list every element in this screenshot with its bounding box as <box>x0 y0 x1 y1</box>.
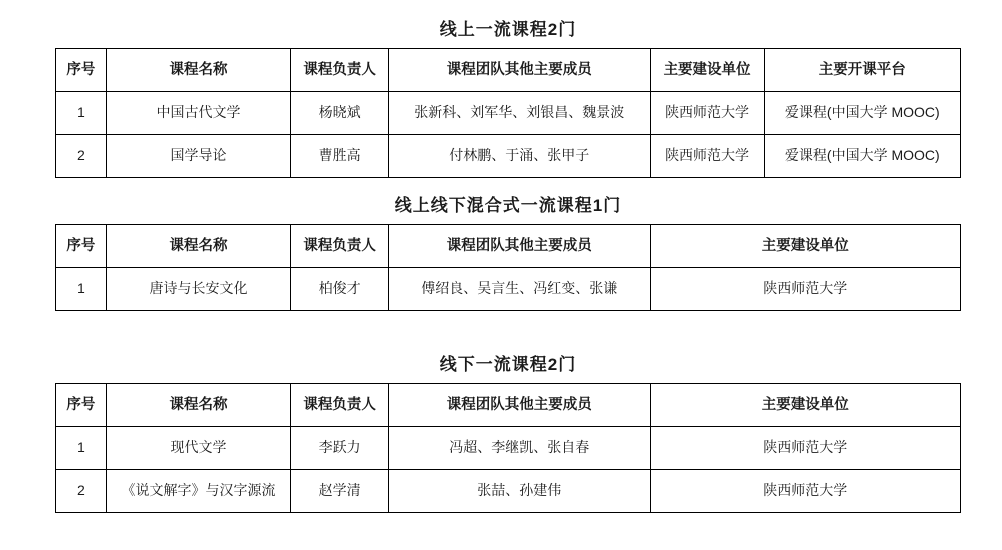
table-row <box>56 427 961 470</box>
section-online-courses <box>55 18 961 178</box>
column-header: 主要建设单位 <box>650 225 960 268</box>
table-cell: 赵学清 <box>291 470 389 513</box>
table-cell: 陕西师范大学 <box>650 268 960 311</box>
section-title: 线上一流课程2门 <box>439 20 577 39</box>
table-cell: 爱课程(中国大学 MOOC) <box>764 92 960 135</box>
table-row <box>56 135 961 178</box>
section-offline-courses <box>55 353 961 513</box>
table-cell: 国学导论 <box>106 135 291 178</box>
column-header: 课程负责人 <box>291 225 389 268</box>
table-cell: 付林鹏、于涌、张甲子 <box>389 135 651 178</box>
table-cell: 陕西师范大学 <box>650 92 764 135</box>
column-header: 课程负责人 <box>291 384 389 427</box>
table-cell: 2 <box>56 135 107 178</box>
column-header: 课程负责人 <box>291 49 389 92</box>
table-cell: 现代文学 <box>106 427 291 470</box>
table-cell: 1 <box>56 268 107 311</box>
offline-courses-table <box>55 383 961 513</box>
column-header: 课程名称 <box>106 49 291 92</box>
table-cell: 冯超、李继凯、张自春 <box>389 427 651 470</box>
header-row <box>56 384 961 427</box>
table-row <box>56 92 961 135</box>
column-header: 课程团队其他主要成员 <box>389 49 651 92</box>
table-body <box>56 268 961 311</box>
column-header: 序号 <box>56 225 107 268</box>
column-header: 课程团队其他主要成员 <box>389 384 651 427</box>
column-header: 主要开课平台 <box>764 49 960 92</box>
header-row <box>56 49 961 92</box>
table-cell: 傅绍良、吴言生、冯红变、张谦 <box>389 268 651 311</box>
column-header: 课程名称 <box>106 225 291 268</box>
table-body <box>56 427 961 513</box>
table-header <box>56 49 961 92</box>
column-header: 主要建设单位 <box>650 384 960 427</box>
table-cell: 陕西师范大学 <box>650 135 764 178</box>
table-cell: 张新科、刘军华、刘银昌、魏景波 <box>389 92 651 135</box>
column-header: 课程团队其他主要成员 <box>389 225 651 268</box>
table-cell: 陕西师范大学 <box>650 470 960 513</box>
section-title: 线上线下混合式一流课程1门 <box>394 196 622 215</box>
column-header: 主要建设单位 <box>650 49 764 92</box>
table-cell: 杨晓斌 <box>291 92 389 135</box>
section-blended-courses <box>55 194 961 311</box>
table-cell: 1 <box>56 92 107 135</box>
table-cell: 柏俊才 <box>291 268 389 311</box>
table-header <box>56 384 961 427</box>
table-cell: 李跃力 <box>291 427 389 470</box>
table-cell: 陕西师范大学 <box>650 427 960 470</box>
table-row <box>56 470 961 513</box>
table-cell: 1 <box>56 427 107 470</box>
table-cell: 《说文解字》与汉字源流 <box>106 470 291 513</box>
column-header: 序号 <box>56 49 107 92</box>
online-courses-table <box>55 48 961 178</box>
section-title: 线下一流课程2门 <box>439 355 577 374</box>
table-cell: 中国古代文学 <box>106 92 291 135</box>
table-cell: 2 <box>56 470 107 513</box>
table-row <box>56 268 961 311</box>
column-header: 课程名称 <box>106 384 291 427</box>
table-cell: 唐诗与长安文化 <box>106 268 291 311</box>
header-row <box>56 225 961 268</box>
column-header: 序号 <box>56 384 107 427</box>
table-cell: 曹胜高 <box>291 135 389 178</box>
blended-courses-table <box>55 224 961 311</box>
table-cell: 张喆、孙建伟 <box>389 470 651 513</box>
table-header <box>56 225 961 268</box>
table-cell: 爱课程(中国大学 MOOC) <box>764 135 960 178</box>
table-body <box>56 92 961 178</box>
